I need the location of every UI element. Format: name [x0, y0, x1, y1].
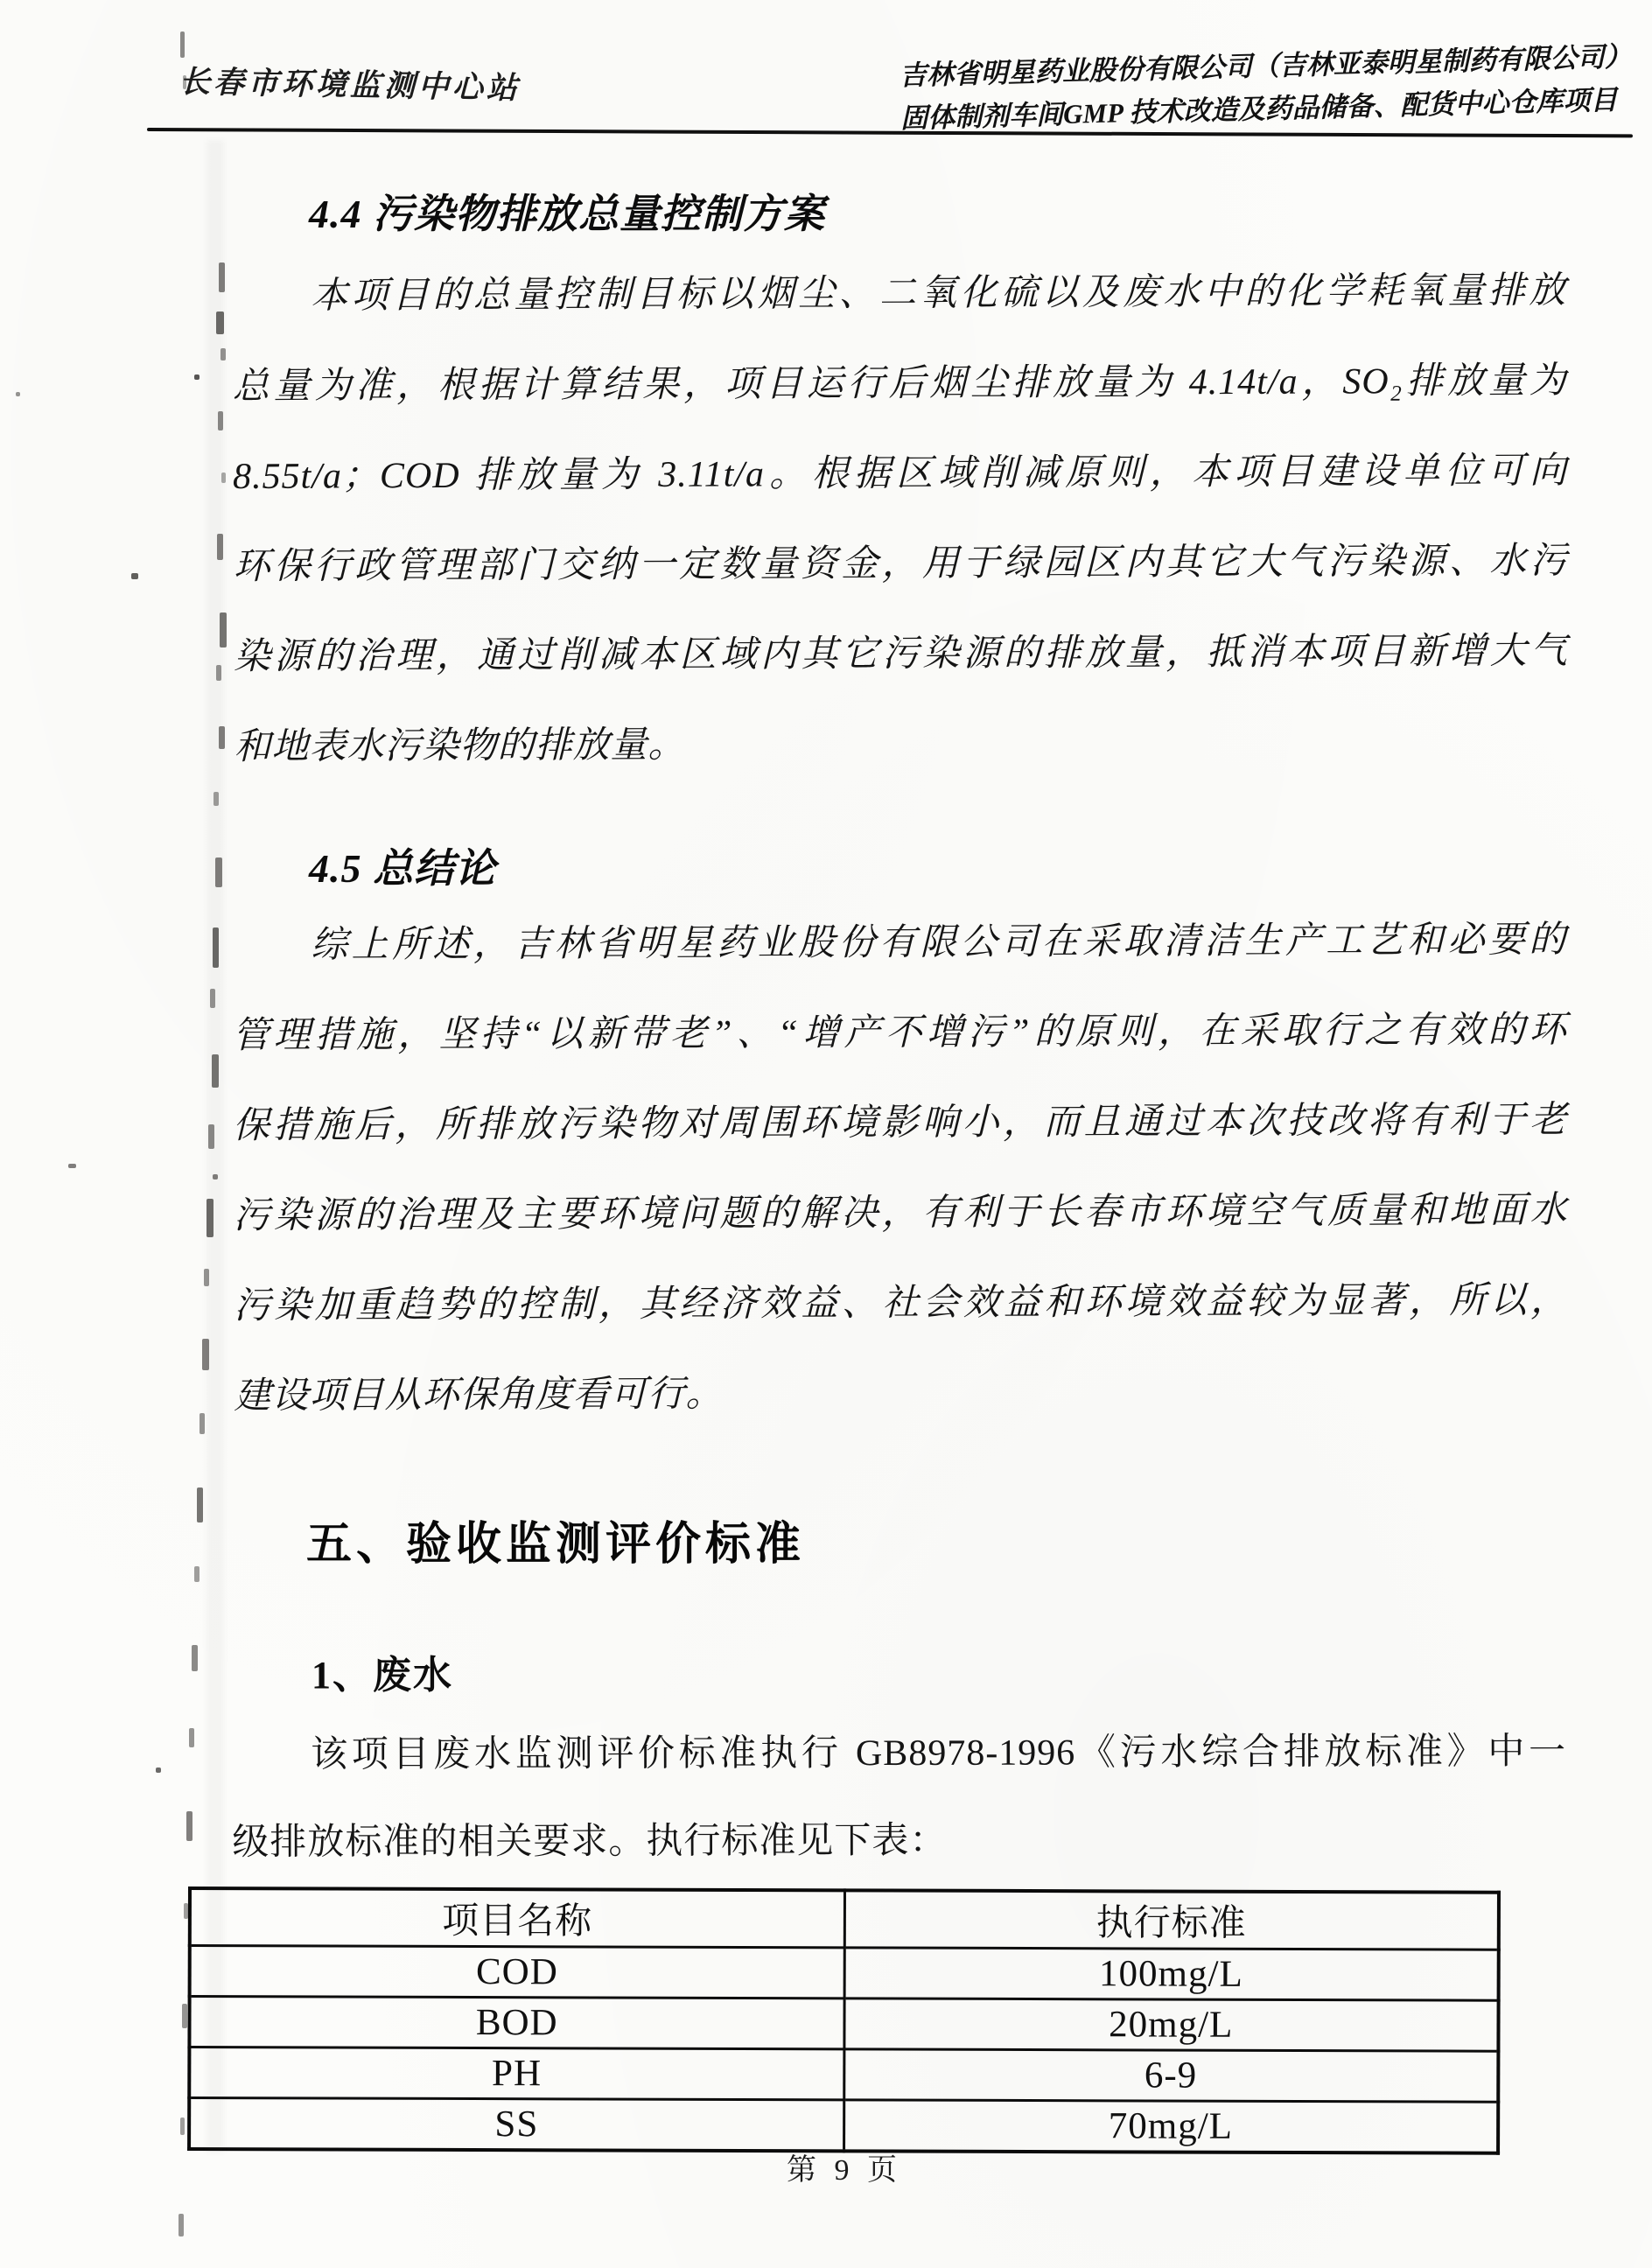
scan-artifact [216, 312, 224, 334]
scan-artifact [212, 1054, 219, 1088]
scan-artifact [214, 792, 219, 806]
section-5-paragraph [232, 1708, 1567, 1886]
scan-artifact [180, 2118, 185, 2135]
scan-artifact [213, 1174, 218, 1180]
paragraph-line: 和地表水污染物的排放量。 [234, 724, 686, 767]
scan-artifact [186, 1811, 192, 1841]
scan-artifact [182, 2004, 187, 2028]
scan-artifact [194, 374, 200, 380]
section-4-5-title: 4.5 总结论 [309, 846, 496, 891]
table-cell-value: 100mg/L [844, 1948, 1499, 2000]
scan-artifact [210, 989, 215, 1008]
paragraph-line: 级排放标准的相关要求。执行标准见下表： [232, 1820, 948, 1863]
table-cell-parameter: PH [189, 2048, 844, 2100]
section-5-sub-1-wastewater: 1、废水 [312, 1654, 453, 1697]
scan-artifact [219, 262, 225, 292]
table-cell-parameter: SS [189, 2098, 844, 2152]
header-project-name: 固体制剂车间GMP 技术改造及药品储备、配货中心仓库项目 [900, 84, 1618, 134]
scan-artifact [156, 1768, 161, 1773]
page-number: 第 9 页 [787, 2154, 902, 2187]
paragraph-line: 环保行政管理部门交纳一定数量资金，用于绿园区内其它大气污染源、水污 [233, 541, 1568, 587]
paragraph-line: 管理措施，坚持“以新带老”、“增产不增污”的原则，在采取行之有效的环 [232, 1010, 1567, 1056]
header-company-name: 吉林省明星药业股份有限公司（吉林亚泰明星制药有限公司） [899, 40, 1633, 91]
paragraph-line: 该项目废水监测评价标准执行 GB8978-1996《污水综合排放标准》中一 [311, 1732, 1567, 1775]
table-row [189, 2048, 1498, 2103]
scan-artifact [206, 1199, 214, 1237]
scan-artifact [204, 1269, 209, 1286]
scan-artifact [220, 348, 226, 360]
section-4-4-title: 4.4 污染物排放总量控制方案 [309, 192, 825, 236]
table-cell-value: 70mg/L [844, 2100, 1498, 2153]
table-cell-value: 6-9 [844, 2049, 1498, 2102]
scan-artifact [200, 1413, 205, 1434]
scan-artifact [178, 2214, 184, 2236]
paragraph-line: 8.55t/a；COD 排放量为 3.11t/a。根据区域削减原则，本项目建设单位可向 [233, 451, 1568, 497]
scan-artifact [16, 392, 20, 396]
scan-artifact [220, 612, 227, 648]
table-row [189, 1997, 1498, 2052]
table-header-row [190, 1888, 1499, 1950]
scan-artifact [208, 1124, 214, 1149]
table-header-standard: 执行标准 [844, 1890, 1499, 1950]
header-station-name: 长春市环境监测中心站 [178, 65, 522, 106]
scan-artifact [184, 1903, 188, 1919]
paragraph-line: 污染加重趋势的控制，其经济效益、社会效益和环境效益较为显著，所以， [233, 1280, 1569, 1326]
scan-artifact [215, 858, 222, 887]
table-header-item-name: 项目名称 [190, 1888, 844, 1948]
table-cell-value: 20mg/L [844, 1998, 1498, 2051]
section-5-title: 五、验收监测评价标准 [306, 1520, 806, 1570]
table-cell-parameter: COD [190, 1946, 844, 1998]
scan-artifact [216, 665, 221, 681]
scan-artifact [219, 726, 225, 749]
scan-artifact [194, 1566, 200, 1582]
scan-artifact [217, 534, 223, 560]
scan-artifact [221, 472, 226, 483]
paragraph-line: 染源的治理，通过削减本区域内其它污染源的排放量，抵消本项目新增大气 [233, 631, 1569, 677]
scan-artifact [131, 573, 138, 579]
header-divider-rule [147, 128, 1633, 137]
paragraph-line: 综上所述，吉林省明星药业股份有限公司在采取清洁生产工艺和必要的 [311, 920, 1567, 966]
scan-artifact [197, 1488, 203, 1522]
wastewater-standards-table [187, 1886, 1501, 2155]
table-cell-parameter: BOD [189, 1997, 844, 2049]
paragraph-line: 保措施后，所排放污染物对周围环境影响小，而且通过本次技改将有利于老 [233, 1100, 1568, 1146]
paragraph-line: 建设项目从环保角度看可行。 [234, 1374, 724, 1417]
scan-artifact [68, 1164, 76, 1168]
header-right-block [899, 35, 1633, 140]
table-row [190, 1946, 1499, 2001]
section-4-5-paragraph [232, 895, 1569, 1442]
paragraph-line: 本项目的总量控制目标以烟尘、二氧化硫以及废水中的化学耗氧量排放 [311, 270, 1567, 317]
scan-artifact [183, 75, 186, 89]
scan-artifact [218, 411, 223, 430]
scan-artifact [192, 1645, 198, 1671]
paragraph-line: 总量为准，根据计算结果，项目运行后烟尘排放量为 4.14t/a，SO₂排放量为 [232, 360, 1567, 407]
section-4-4-paragraph [232, 246, 1569, 793]
scan-artifact [202, 1339, 209, 1370]
scan-artifact [180, 32, 185, 58]
paragraph-line: 污染源的治理及主要环境问题的解决，有利于长春市环境空气质量和地面水 [233, 1190, 1568, 1236]
scan-artifact [213, 928, 219, 968]
scan-artifact [189, 1728, 194, 1747]
